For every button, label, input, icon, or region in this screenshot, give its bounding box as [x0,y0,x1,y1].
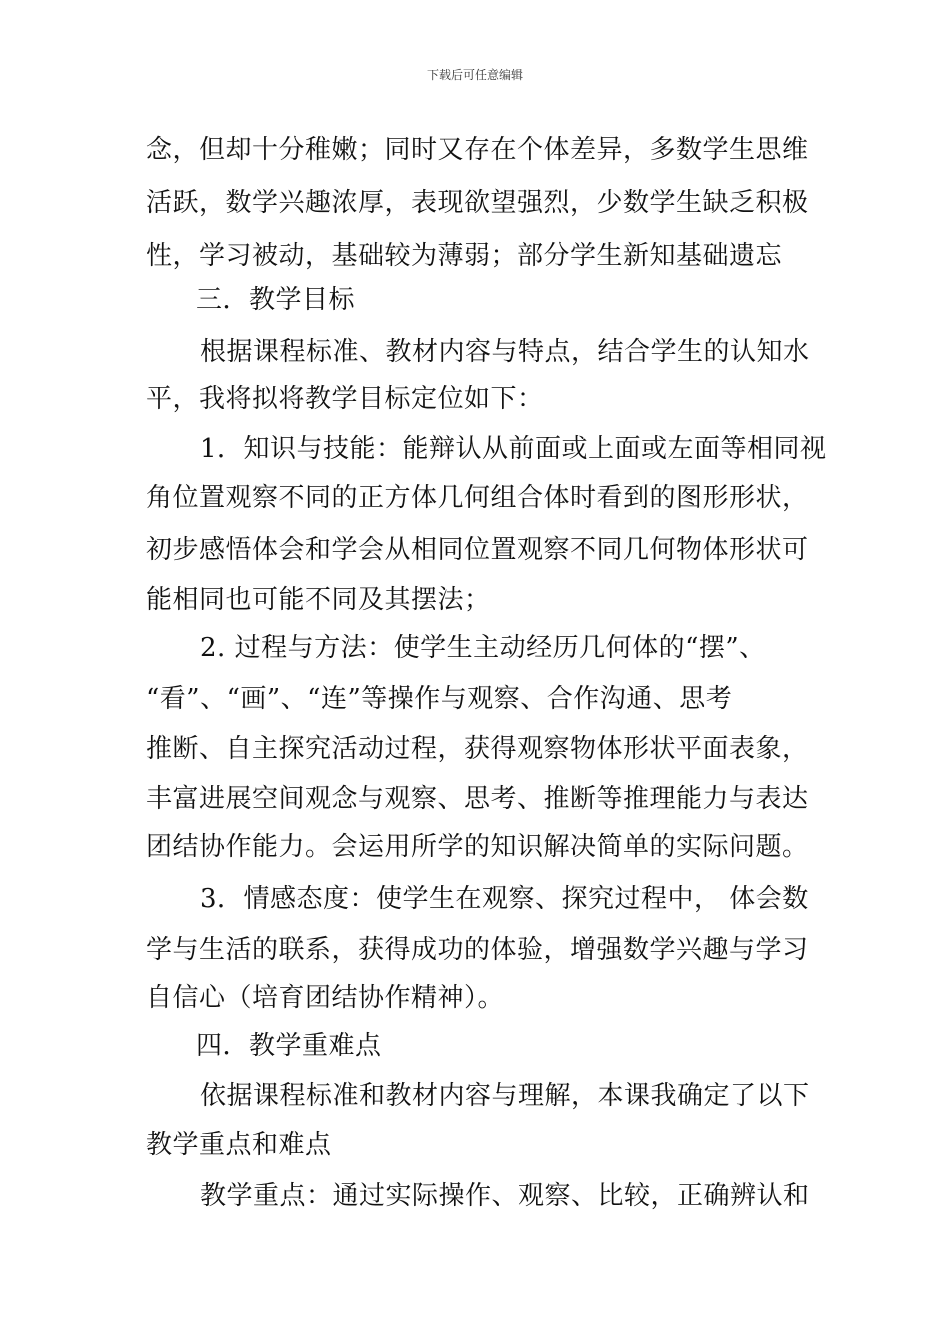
section-heading: 四．教学重难点 [196,1031,382,1061]
section-heading: 三．教学目标 [196,285,356,315]
text-line: 性，学习被动，基础较为薄弱；部分学生新知基础遗忘 [146,241,783,271]
text-line: 1．知识与技能：能辩认从前面或上面或左面等相同视 [200,434,827,464]
text-line: 自信心（培育团结协作精神）。 [146,983,505,1013]
text-line: 角位置观察不同的正方体几何组合体时看到的图形形状， [146,483,809,513]
text-line: 推断、自主探究活动过程，获得观察物体形状平面表象， [146,734,809,764]
text-line: “看”、“画”、“连”等操作与观察、合作沟通、思考 [146,684,733,714]
text-line: 依据课程标准和教材内容与理解，本课我确定了以下 [200,1081,810,1111]
text-line: 教学重点：通过实际操作、观察、比较，正确辨认和 [200,1181,810,1211]
text-line: 活跃，数学兴趣浓厚，表现欲望强烈，少数学生缺乏积极 [146,188,809,218]
text-line: 3．情感态度：使学生在观察、探究过程中， 体会数 [200,884,809,914]
text-line: 团结协作能力。会运用所学的知识解决简单的实际问题。 [146,832,809,862]
text-line: 根据课程标准、教材内容与特点，结合学生的认知水 [200,337,810,367]
text-line: 念，但却十分稚嫩；同时又存在个体差异，多数学生思维 [146,135,809,165]
text-line: 初步感悟体会和学会从相同位置观察不同几何物体形状可 [146,535,809,565]
text-line: 丰富进展空间观念与观察、思考、推断等推理能力与表达 [146,784,809,814]
text-line: 2. 过程与方法：使学生主动经历几何体的“摆”、 [200,633,766,663]
text-line: 学与生活的联系，获得成功的体验，增强数学兴趣与学习 [146,935,809,965]
text-line: 平，我将拟将教学目标定位如下： [146,384,544,414]
text-line: 教学重点和难点 [146,1130,332,1160]
page-header: 下载后可任意编辑 [426,68,523,82]
text-line: 能相同也可能不同及其摆法； [146,585,491,615]
